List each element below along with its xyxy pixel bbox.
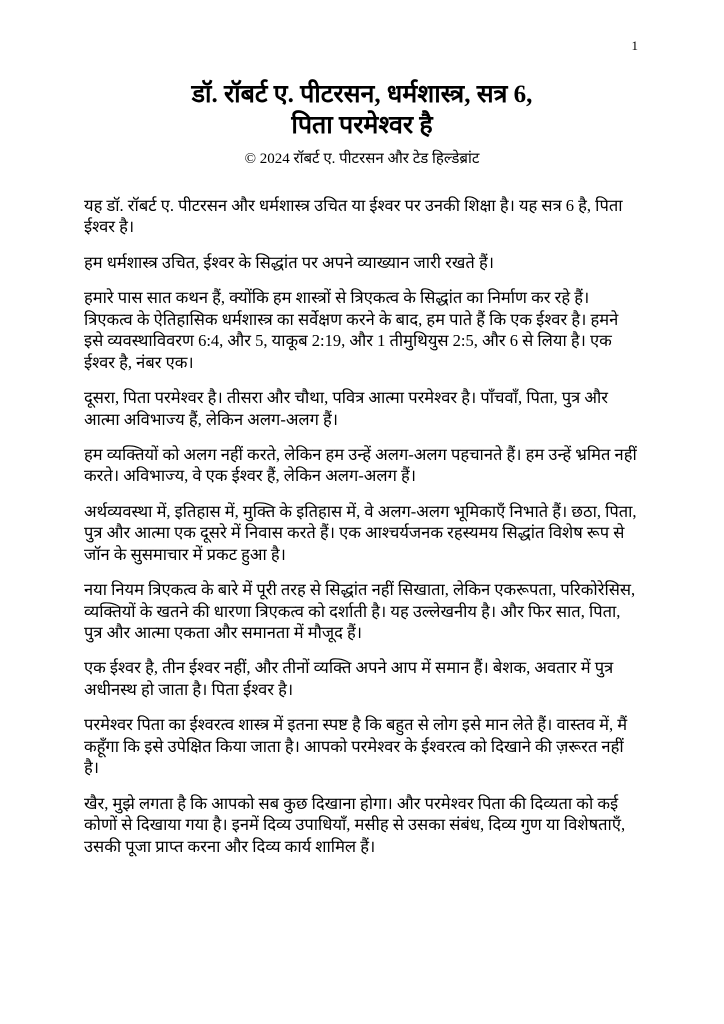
copyright-line: © 2024 रॉबर्ट ए. पीटरसन और टेड हिल्डेब्रांट — [244, 151, 480, 167]
paragraph: हम व्यक्तियों को अलग नहीं करते, लेकिन हम उन्हें अलग-अलग पहचानते हैं। हम उन्हें भ्रमित नहीं करते। अविभाज्य, वे एक ईश्वर हैं, लेकिन अलग-अलग हैं। — [84, 444, 637, 486]
paragraph: परमेश्वर पिता का ईश्वरत्व शास्त्र में इतना स्पष्ट है कि बहुत से लोग इसे मान लेते हैं। वास्तव में, मैं कहूँगा कि इसे उपेक्षित किया जाता है। आपको परमेश्वर के ईश्वरत्व को दिखाने की ज़रूरत नहीं है। — [84, 715, 628, 778]
page-number: 1 — [631, 38, 638, 53]
paragraph: खैर, मुझे लगता है कि आपको सब कुछ दिखाना होगा। और परमेश्वर पिता की दिव्यता को कई कोणों से दिखाया गया है। इनमें दिव्य उपाधियाँ, मसीह से उसका संबंध, दिव्य गुण या विशेषताएँ, उसकी पूजा प्राप्त करना और दिव्य कार्य शामिल हैं। — [84, 793, 626, 856]
paragraph: नया नियम त्रिएकत्व के बारे में पूरी तरह से सिद्धांत नहीं सिखाता, लेकिन एकरूपता, परिकोरेसिस, व्यक्तियों के खतने की धारणा त्रिएकत्व को दर्शाती है। यह उल्लेखनीय है। और फिर सात, पिता, पुत्र और आत्मा एकता और समानता में मौजूद हैं। — [84, 580, 636, 642]
paragraph: हमारे पास सात कथन हैं, क्योंकि हम शास्त्रों से त्रिएकत्व के सिद्धांत का निर्माण कर रहे हैं। त्रिएकत्व के ऐतिहासिक धर्मशास्त्र का सर्वेक्षण करने के बाद, हम पाते हैं कि एक ईश्वर है। हमने इसे व्यवस्थाविवरण 6:4, और 5, याकूब 2:19, और 1 तीमुथियुस 2:5, और 6 से लिया है। एक ईश्वर है, नंबर एक। — [84, 288, 619, 372]
document-body — [84, 195, 640, 857]
paragraph: हम धर्मशास्त्र उचित, ईश्वर के सिद्धांत पर अपने व्याख्यान जारी रखते हैं। — [84, 252, 494, 272]
title-line-2: पिता परमेश्वर है — [291, 111, 433, 139]
paragraph: दूसरा, पिता परमेश्वर है। तीसरा और चौथा, पवित्र आत्मा परमेश्वर है। पाँचवाँ, पिता, पुत्र और आत्मा अविभाज्य हैं, लेकिन अलग-अलग हैं। — [84, 388, 609, 429]
paragraph: एक ईश्वर है, तीन ईश्वर नहीं, और तीनों व्यक्ति अपने आप में समान हैं। बेशक, अवतार में पुत्र अधीनस्थ हो जाता है। पिता ईश्वर है। — [84, 658, 614, 699]
document-title — [84, 80, 640, 141]
paragraph: अर्थव्यवस्था में, इतिहास में, मुक्ति के इतिहास में, वे अलग-अलग भूमिकाएँ निभाते हैं। छठा, पिता, पुत्र और आत्मा एक दूसरे में निवास करते हैं। एक आश्चर्यजनक रहस्यमय सिद्धांत विशेष रूप से जॉन के सुसमाचार में प्रकट हुआ है। — [84, 501, 637, 564]
paragraph: यह डॉ. रॉबर्ट ए. पीटरसन और धर्मशास्त्र उचित या ईश्वर पर उनकी शिक्षा है। यह सत्र 6 है, पिता ईश्वर है। — [84, 196, 623, 237]
title-line-1: डॉ. रॉबर्ट ए. पीटरसन, धर्मशास्त्र, सत्र 6, — [191, 81, 533, 108]
